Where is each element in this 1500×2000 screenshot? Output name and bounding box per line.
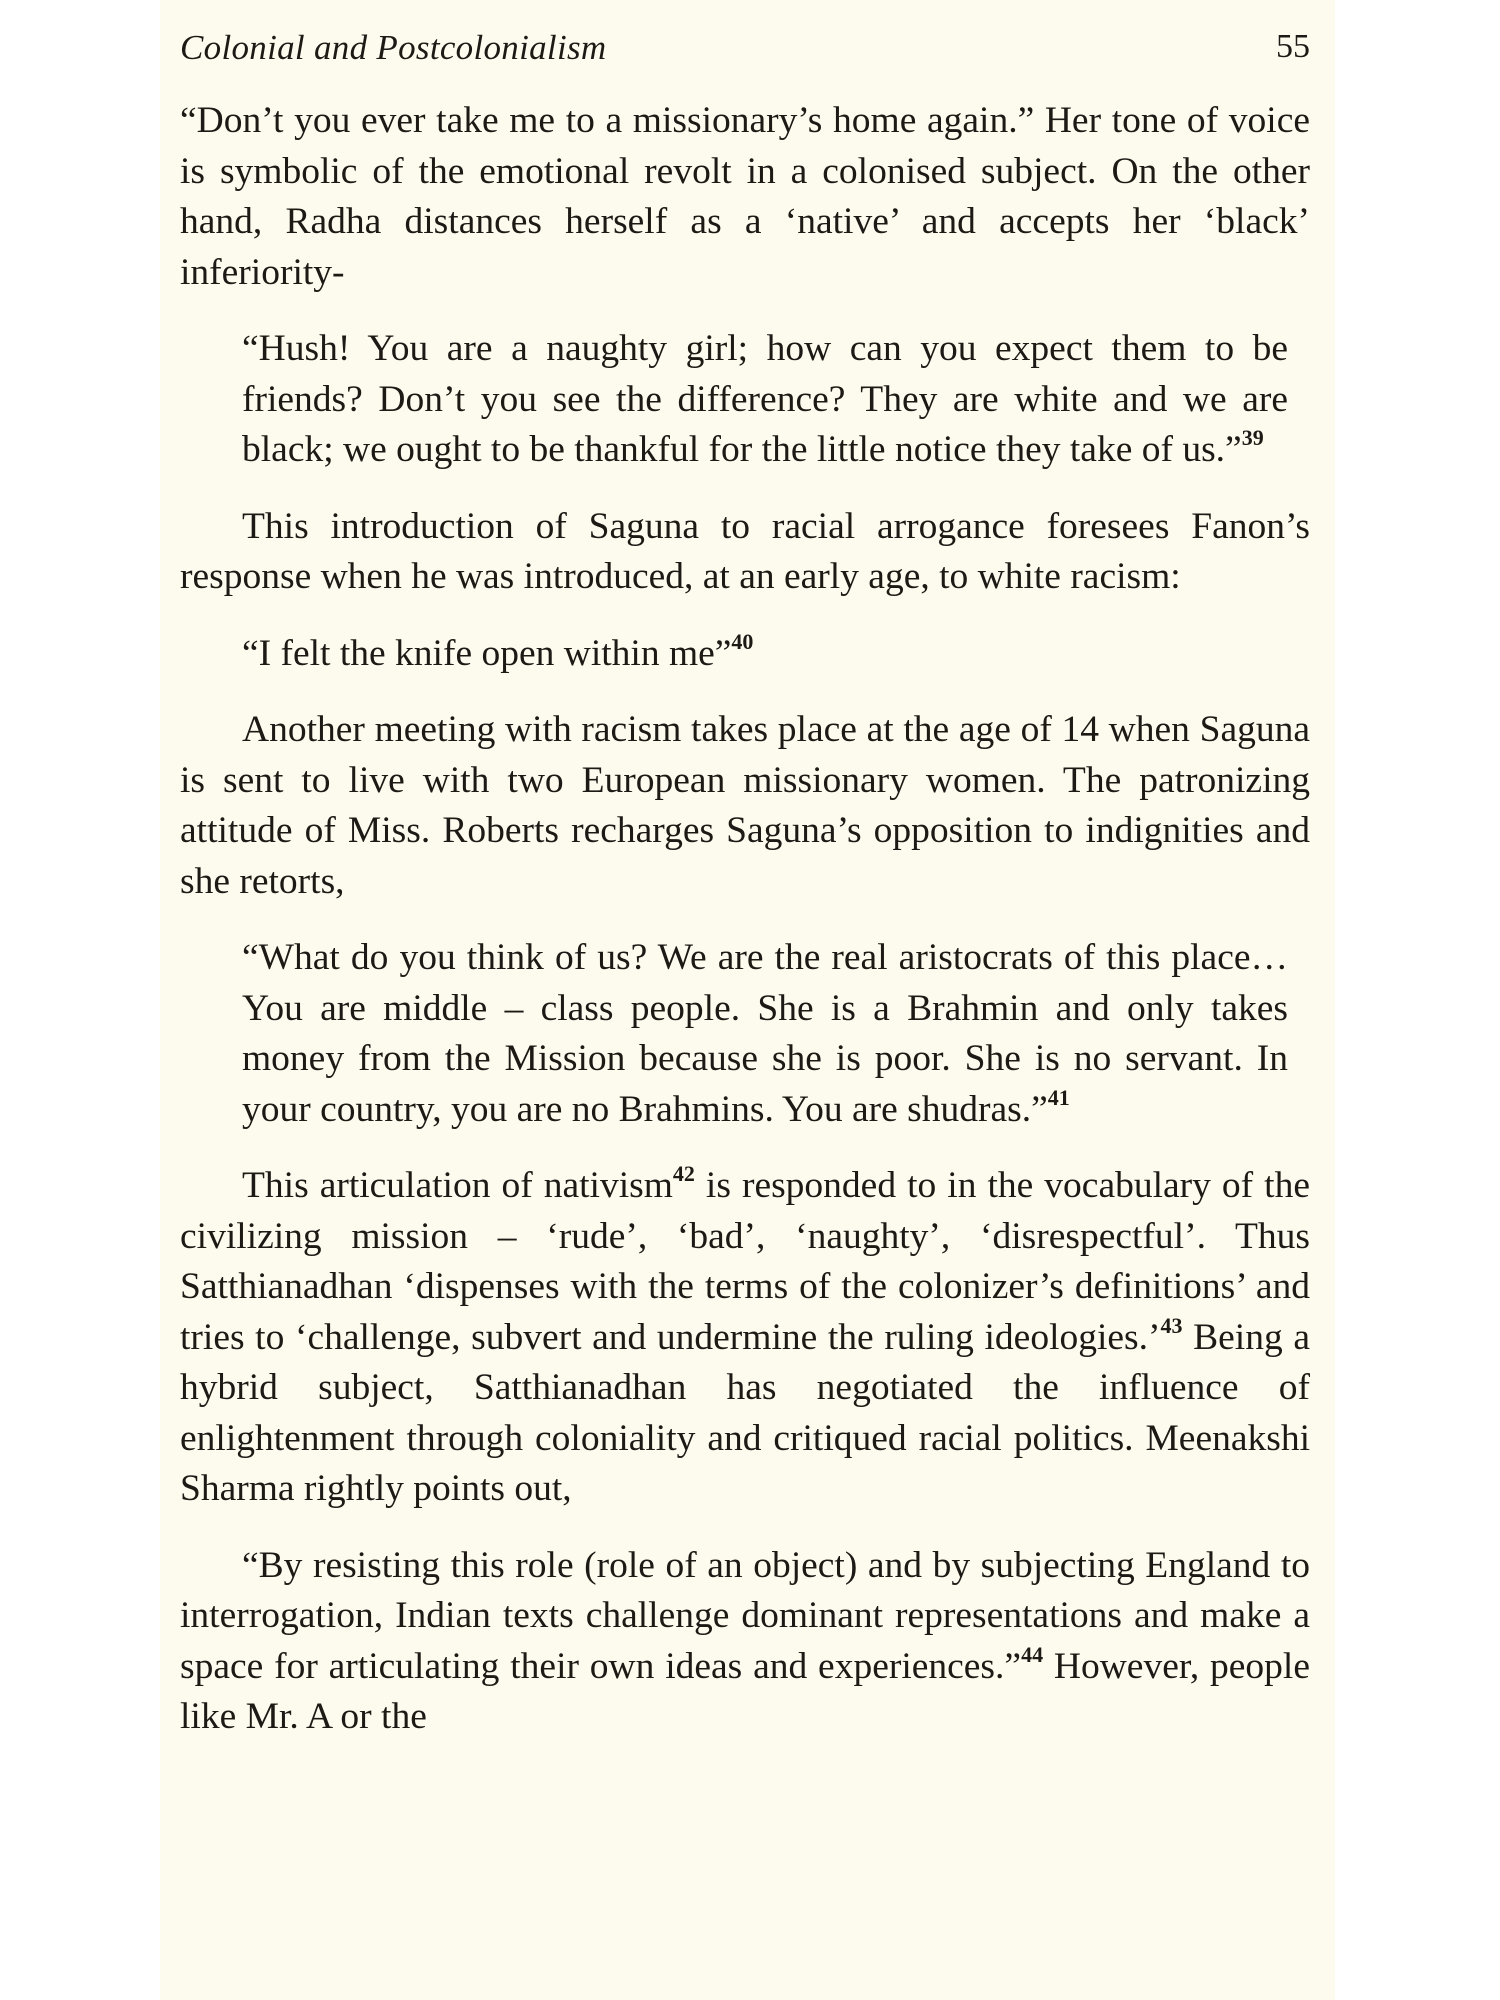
- paragraph-text: This articulation of nativism: [242, 1165, 673, 1206]
- footnote-marker: 43: [1160, 1312, 1183, 1338]
- quote-text: “What do you think of us? We are the real aristocrats of this place… You are middle – class people. She is a Brahmin and only takes money from the Mission because she is poor. She is no servant. In your country, you are no Brahmins. You are shudras.”: [242, 937, 1288, 1130]
- paragraph-5: [180, 1541, 1310, 1743]
- page-header: [180, 28, 1310, 76]
- footnote-marker: 41: [1047, 1084, 1070, 1110]
- paragraph-3: Another meeting with racism takes place at the age of 14 when Saguna is sent to live with two European missionary women. The patronizing attitude of Miss. Roberts recharges Saguna’s opposition to indignities and she retorts,: [180, 709, 1310, 902]
- paragraph-text: Being a hybrid subject, Satthianadhan has negotiated the influence of enlightenment through coloniality and critiqued racial politics. Meenakshi Sharma rightly points out,: [180, 1316, 1310, 1509]
- block-quote-2: [242, 629, 1288, 680]
- footnote-marker: 39: [1241, 425, 1264, 450]
- block-quote-1: [242, 324, 1288, 476]
- paragraph-1: “Don’t you ever take me to a missionary’s home again.” Her tone of voice is symbolic of the emotional revolt in a colonised subject. On the other hand, Radha distances herself as a ‘native’ and accepts her ‘black’ inferiority-: [180, 100, 1310, 293]
- block-quote-3: [242, 933, 1288, 1135]
- quote-text: “Hush! You are a naughty girl; how can you expect them to be friends? Don’t you see the difference? They are white and we are black; we ought to be thankful for the little notice they take of us.”: [242, 328, 1288, 470]
- paragraph-text: is responded to in the vocabulary of the civilizing mission – ‘rude’, ‘bad’, ‘naughty’, ‘disrespectful’. Thus Satthianadhan ‘dispenses with the terms of the colonizer’s definitions’ and tries to ‘challenge, subvert and undermine the ruling ideologies.’: [180, 1165, 1310, 1358]
- running-head: Colonial and Postcolonialism: [180, 28, 607, 67]
- page-number: 55: [1276, 28, 1310, 65]
- footnote-marker: 42: [672, 1161, 695, 1186]
- paragraph-text: However, people like Mr. A or the: [180, 1645, 1310, 1737]
- quote-text: “I felt the knife open within me”: [242, 632, 732, 674]
- paragraph-text: “By resisting this role (role of an object) and by subjecting England to interrogation, Indian texts challenge dominant representations and make a space for articulating their own ideas and experiences.”: [180, 1544, 1310, 1687]
- body-text: [180, 96, 1310, 1743]
- paragraph-2: This introduction of Saguna to racial arrogance foresees Fanon’s response when he was introduced, at an early age, to white racism:: [180, 505, 1310, 597]
- paragraph-4: [180, 1161, 1310, 1515]
- footnote-marker: 40: [731, 628, 754, 654]
- footnote-marker: 44: [1021, 1641, 1044, 1667]
